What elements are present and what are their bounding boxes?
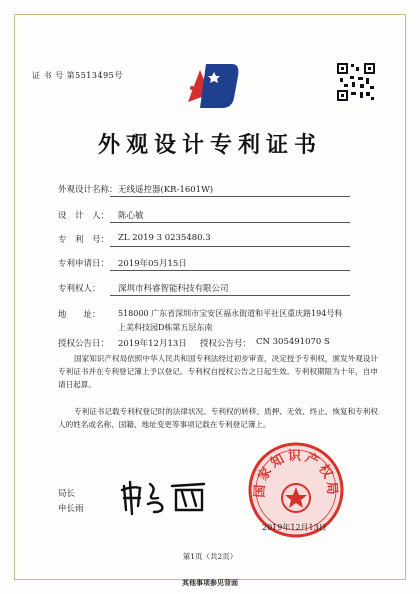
patentee-label: 专利权人： xyxy=(58,284,101,294)
certificate-title: 外观设计专利证书 xyxy=(97,132,322,158)
director-name: 申长雨 xyxy=(58,504,84,514)
patent-number-value: ZL 2019 3 0235480.3 xyxy=(118,233,211,243)
application-date-value: 2019年05月15日 xyxy=(118,259,187,269)
application-date-underline xyxy=(110,270,350,271)
seal-date: 2019年12月13日 xyxy=(262,523,327,532)
certificate-number: 证 书 号 第5513495号 xyxy=(32,71,123,80)
seal-text: 国家知识产权局 xyxy=(252,449,340,499)
body-paragraph-2: 专利证书记载专利权登记时的法律状况。专利权的转移、质押、无效、终止、恢复和专利权人的姓名或名称、国籍、地址变更等事项记载在专利登记簿上。 xyxy=(58,407,378,429)
address-value: 518000 广东省深圳市宝安区福永街道和平社区重庆路194号科上美科技园D栋第五层东南 xyxy=(118,309,343,332)
designer-underline xyxy=(110,222,350,223)
address-label: 地 址： xyxy=(58,310,101,320)
director-title: 局长 xyxy=(58,489,76,499)
designer-value: 陈心敏 xyxy=(118,211,144,221)
patent-number-label: 专 利 号： xyxy=(58,235,110,245)
grant-date-value: 2019年12月13日 xyxy=(118,339,187,349)
designer-label: 设 计 人： xyxy=(58,211,110,221)
cnipa-logo-icon xyxy=(180,58,242,114)
back-note: 其他事项参见背面 xyxy=(182,578,238,587)
grant-date-label: 授权公告日： xyxy=(58,339,110,349)
qr-code-icon xyxy=(336,62,376,102)
patentee-value: 深圳市科睿智能科技有限公司 xyxy=(118,284,229,294)
grant-number-label: 授权公告号： xyxy=(200,339,252,349)
design-name-underline xyxy=(110,196,350,197)
body-paragraph-1: 国家知识产权局依照中华人民共和国专利法经过初步审查，决定授予专利权，颁发外观设计专利证书并在专利登记簿上予以登记。专利权自授权公告之日起生效。专利权期限为十年，自申请日起算。 xyxy=(58,354,378,389)
design-name-value: 无线遥控器(KR-1601W) xyxy=(118,185,214,195)
design-name-label: 外观设计名称： xyxy=(58,185,118,195)
patentee-underline xyxy=(110,295,350,296)
application-date-label: 专利申请日： xyxy=(58,259,110,269)
page-number: 第1页（共2页） xyxy=(182,552,238,561)
director-signature xyxy=(118,476,210,516)
patent-number-underline xyxy=(110,246,350,247)
grant-number-value: CN 305491070 S xyxy=(256,337,330,347)
